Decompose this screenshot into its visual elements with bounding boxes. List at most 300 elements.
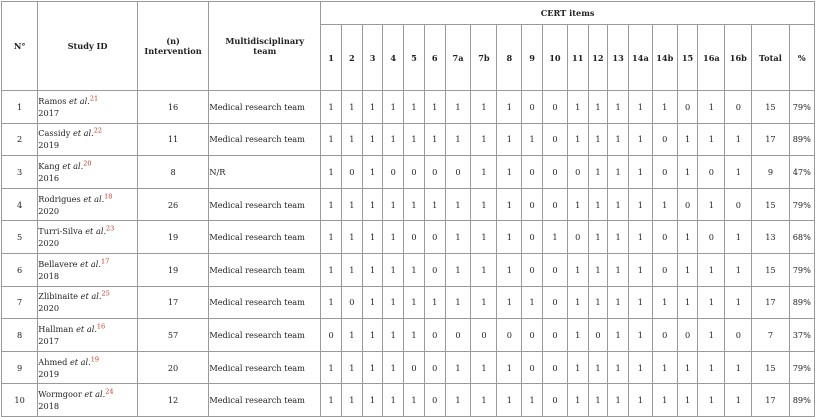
item-score: 1 <box>383 253 404 286</box>
item-score: 1 <box>383 384 404 417</box>
study-ref: 20 <box>83 159 92 168</box>
study-author: Cassidy <box>38 128 71 139</box>
item-score: 1 <box>608 384 629 417</box>
item-score: 1 <box>424 91 445 124</box>
item-score: 1 <box>471 91 497 124</box>
header-item: 1 <box>321 25 342 91</box>
header-item: 10 <box>542 25 567 91</box>
item-score: 1 <box>383 319 404 352</box>
table-row <box>2 253 815 286</box>
study-ref: 19 <box>90 354 100 363</box>
item-score: 1 <box>341 91 362 124</box>
study-etal: et al. <box>72 128 94 139</box>
header-item: 7a <box>445 25 471 91</box>
percent-cell: 37% <box>789 319 814 352</box>
item-score: 1 <box>698 351 725 384</box>
item-score: 1 <box>341 123 362 156</box>
item-score: 1 <box>383 188 404 221</box>
study-author: Bellavere <box>38 258 78 269</box>
item-score: 0 <box>445 156 471 189</box>
item-score: 0 <box>542 384 567 417</box>
item-score: 1 <box>567 319 588 352</box>
item-score: 1 <box>383 351 404 384</box>
study-etal: et al. <box>76 323 97 334</box>
study-id <box>38 91 138 124</box>
team-cell: Medical research team <box>209 221 321 254</box>
item-score: 1 <box>424 123 445 156</box>
percent-cell: 89% <box>789 384 814 417</box>
item-score: 0 <box>652 156 677 189</box>
item-score: 1 <box>567 384 588 417</box>
item-score: 0 <box>424 156 445 189</box>
item-score: 0 <box>404 156 425 189</box>
header-item: 14b <box>652 25 677 91</box>
item-score: 0 <box>542 156 567 189</box>
item-score: 1 <box>652 286 677 319</box>
total-cell: 7 <box>752 319 789 352</box>
item-score: 1 <box>404 188 425 221</box>
total-cell: 9 <box>752 156 789 189</box>
item-score: 0 <box>588 319 608 352</box>
item-score: 1 <box>522 286 543 319</box>
item-score: 0 <box>497 319 522 352</box>
study-year: 2017 <box>38 335 60 346</box>
study-id <box>38 221 138 254</box>
item-score: 1 <box>445 188 471 221</box>
study-year: 2019 <box>38 368 60 379</box>
study-id <box>38 286 138 319</box>
item-score: 1 <box>698 384 725 417</box>
item-score: 1 <box>471 221 497 254</box>
team-cell: Medical research team <box>209 91 321 124</box>
item-score: 1 <box>698 319 725 352</box>
item-score: 1 <box>608 319 629 352</box>
row-number: 3 <box>2 156 38 189</box>
row-number: 9 <box>2 351 38 384</box>
study-etal: et al. <box>62 160 84 171</box>
total-cell: 15 <box>752 91 789 124</box>
table-row <box>2 156 815 189</box>
item-score: 1 <box>725 286 752 319</box>
row-number: 10 <box>2 384 38 417</box>
item-score: 1 <box>383 123 404 156</box>
item-score: 1 <box>404 91 425 124</box>
study-id <box>38 384 138 417</box>
item-score: 1 <box>383 286 404 319</box>
item-score: 1 <box>608 188 629 221</box>
item-score: 1 <box>362 91 383 124</box>
item-score: 0 <box>698 221 725 254</box>
item-score: 1 <box>497 286 522 319</box>
item-score: 1 <box>497 188 522 221</box>
intervention-count: 57 <box>137 319 209 352</box>
study-author: Ramos <box>38 95 67 106</box>
item-score: 1 <box>321 221 342 254</box>
item-score: 1 <box>404 319 425 352</box>
item-score: 1 <box>628 188 652 221</box>
row-number: 1 <box>2 91 38 124</box>
item-score: 0 <box>471 319 497 352</box>
item-score: 1 <box>652 351 677 384</box>
item-score: 1 <box>341 319 362 352</box>
table-row <box>2 91 815 124</box>
row-number: 7 <box>2 286 38 319</box>
item-score: 1 <box>677 286 698 319</box>
item-score: 1 <box>497 351 522 384</box>
item-score: 0 <box>522 91 543 124</box>
item-score: 1 <box>362 384 383 417</box>
item-score: 1 <box>628 253 652 286</box>
item-score: 1 <box>567 286 588 319</box>
intervention-count: 19 <box>137 221 209 254</box>
item-score: 0 <box>542 188 567 221</box>
header-no: N° <box>2 2 38 91</box>
study-year: 2020 <box>38 238 60 249</box>
item-score: 1 <box>628 221 652 254</box>
item-score: 0 <box>522 221 543 254</box>
table-row <box>2 351 815 384</box>
item-score: 1 <box>497 156 522 189</box>
study-id <box>38 156 138 189</box>
item-score: 0 <box>404 351 425 384</box>
item-score: 0 <box>542 351 567 384</box>
percent-cell: 79% <box>789 253 814 286</box>
item-score: 1 <box>588 91 608 124</box>
row-number: 5 <box>2 221 38 254</box>
item-score: 0 <box>424 384 445 417</box>
header-item: 13 <box>608 25 629 91</box>
study-id <box>38 188 138 221</box>
study-year: 2020 <box>38 205 60 216</box>
item-score: 1 <box>471 384 497 417</box>
item-score: 1 <box>471 188 497 221</box>
item-score: 0 <box>652 253 677 286</box>
intervention-count: 17 <box>137 286 209 319</box>
item-score: 1 <box>628 351 652 384</box>
item-score: 0 <box>522 351 543 384</box>
item-score: 1 <box>471 286 497 319</box>
percent-cell: 79% <box>789 351 814 384</box>
item-score: 0 <box>677 91 698 124</box>
study-etal: et al. <box>69 356 91 367</box>
header-study-id: Study ID <box>38 2 138 91</box>
team-cell: Medical research team <box>209 188 321 221</box>
item-score: 1 <box>497 384 522 417</box>
item-score: 1 <box>404 123 425 156</box>
item-score: 1 <box>321 91 342 124</box>
study-etal: et al. <box>80 258 101 269</box>
intervention-count: 19 <box>137 253 209 286</box>
item-score: 1 <box>445 286 471 319</box>
item-score: 0 <box>677 188 698 221</box>
item-score: 1 <box>677 221 698 254</box>
item-score: 1 <box>725 123 752 156</box>
study-author: Rodrigues <box>38 193 81 204</box>
study-ref: 25 <box>101 289 110 298</box>
row-number: 2 <box>2 123 38 156</box>
item-score: 1 <box>652 384 677 417</box>
item-score: 1 <box>588 384 608 417</box>
item-score: 1 <box>424 188 445 221</box>
item-score: 1 <box>362 351 383 384</box>
item-score: 1 <box>321 156 342 189</box>
item-score: 1 <box>608 91 629 124</box>
study-author: Hallman <box>38 323 74 334</box>
item-score: 1 <box>445 123 471 156</box>
item-score: 0 <box>698 156 725 189</box>
item-score: 1 <box>522 384 543 417</box>
study-id <box>38 253 138 286</box>
study-author: Ahmed <box>38 356 68 367</box>
item-score: 0 <box>424 319 445 352</box>
study-ref: 18 <box>104 191 113 200</box>
total-cell: 17 <box>752 286 789 319</box>
item-score: 0 <box>725 319 752 352</box>
item-score: 0 <box>424 351 445 384</box>
team-cell: Medical research team <box>209 253 321 286</box>
percent-cell: 89% <box>789 123 814 156</box>
item-score: 1 <box>542 221 567 254</box>
item-score: 0 <box>725 91 752 124</box>
header-percent: % <box>789 25 814 91</box>
item-score: 1 <box>725 156 752 189</box>
item-score: 1 <box>362 123 383 156</box>
item-score: 1 <box>652 188 677 221</box>
item-score: 1 <box>362 156 383 189</box>
study-ref: 17 <box>100 257 110 266</box>
header-item: 14a <box>628 25 652 91</box>
study-etal: et al. <box>69 95 90 106</box>
item-score: 0 <box>321 319 342 352</box>
percent-cell: 89% <box>789 286 814 319</box>
study-year: 2019 <box>38 140 60 151</box>
header-item: 6 <box>424 25 445 91</box>
item-score: 1 <box>588 286 608 319</box>
intervention-count: 12 <box>137 384 209 417</box>
study-id <box>38 351 138 384</box>
intervention-count: 11 <box>137 123 209 156</box>
percent-cell: 79% <box>789 91 814 124</box>
item-score: 1 <box>698 286 725 319</box>
item-score: 1 <box>588 253 608 286</box>
header-intervention: (n) Intervention <box>137 2 209 91</box>
item-score: 1 <box>608 221 629 254</box>
item-score: 1 <box>321 286 342 319</box>
table-row <box>2 221 815 254</box>
item-score: 1 <box>628 319 652 352</box>
item-score: 1 <box>725 253 752 286</box>
item-score: 1 <box>567 123 588 156</box>
item-score: 1 <box>383 221 404 254</box>
table-row <box>2 188 815 221</box>
study-etal: et al. <box>83 193 105 204</box>
study-year: 2016 <box>38 172 60 183</box>
item-score: 1 <box>698 188 725 221</box>
total-cell: 17 <box>752 384 789 417</box>
study-etal: et al. <box>84 389 106 400</box>
item-score: 1 <box>445 384 471 417</box>
row-number: 4 <box>2 188 38 221</box>
study-ref: 23 <box>106 224 115 233</box>
item-score: 0 <box>542 253 567 286</box>
item-score: 1 <box>725 384 752 417</box>
item-score: 1 <box>698 91 725 124</box>
item-score: 1 <box>608 123 629 156</box>
item-score: 0 <box>522 188 543 221</box>
item-score: 1 <box>471 351 497 384</box>
intervention-count: 26 <box>137 188 209 221</box>
intervention-count: 8 <box>137 156 209 189</box>
item-score: 1 <box>362 319 383 352</box>
item-score: 1 <box>608 351 629 384</box>
item-score: 1 <box>698 253 725 286</box>
team-cell: Medical research team <box>209 286 321 319</box>
cert-items-table <box>1 1 815 417</box>
item-score: 0 <box>652 221 677 254</box>
header-item: 7b <box>471 25 497 91</box>
item-score: 1 <box>677 384 698 417</box>
item-score: 0 <box>522 319 543 352</box>
item-score: 1 <box>628 286 652 319</box>
total-cell: 15 <box>752 351 789 384</box>
item-score: 1 <box>698 123 725 156</box>
study-id <box>38 123 138 156</box>
study-ref: 22 <box>93 126 103 135</box>
team-cell: Medical research team <box>209 123 321 156</box>
item-score: 1 <box>341 384 362 417</box>
item-score: 1 <box>341 221 362 254</box>
study-etal: et al. <box>85 226 107 237</box>
item-score: 1 <box>588 156 608 189</box>
percent-cell: 79% <box>789 188 814 221</box>
study-id <box>38 319 138 352</box>
item-score: 1 <box>497 123 522 156</box>
item-score: 0 <box>341 156 362 189</box>
item-score: 1 <box>362 253 383 286</box>
item-score: 0 <box>652 123 677 156</box>
item-score: 1 <box>652 91 677 124</box>
item-score: 1 <box>567 351 588 384</box>
study-author: Kang <box>38 160 60 171</box>
row-number: 8 <box>2 319 38 352</box>
item-score: 1 <box>404 253 425 286</box>
header-item: 16b <box>725 25 752 91</box>
item-score: 1 <box>321 384 342 417</box>
item-score: 1 <box>445 253 471 286</box>
item-score: 1 <box>628 156 652 189</box>
item-score: 0 <box>522 253 543 286</box>
total-cell: 15 <box>752 253 789 286</box>
item-score: 1 <box>522 123 543 156</box>
team-cell: N/R <box>209 156 321 189</box>
item-score: 1 <box>362 221 383 254</box>
study-year: 2020 <box>38 303 60 314</box>
study-ref: 24 <box>105 387 114 396</box>
item-score: 0 <box>542 319 567 352</box>
item-score: 0 <box>677 319 698 352</box>
table-row <box>2 384 815 417</box>
item-score: 1 <box>725 221 752 254</box>
item-score: 1 <box>424 286 445 319</box>
total-cell: 13 <box>752 221 789 254</box>
header-item: 4 <box>383 25 404 91</box>
item-score: 1 <box>321 351 342 384</box>
item-score: 0 <box>424 221 445 254</box>
item-score: 0 <box>383 156 404 189</box>
study-year: 2018 <box>38 401 60 412</box>
item-score: 0 <box>567 221 588 254</box>
item-score: 0 <box>542 286 567 319</box>
item-score: 1 <box>362 286 383 319</box>
item-score: 0 <box>522 156 543 189</box>
item-score: 0 <box>652 319 677 352</box>
item-score: 0 <box>567 156 588 189</box>
study-year: 2017 <box>38 107 60 118</box>
item-score: 1 <box>608 253 629 286</box>
item-score: 1 <box>588 188 608 221</box>
header-item: 9 <box>522 25 543 91</box>
item-score: 1 <box>471 253 497 286</box>
item-score: 0 <box>542 123 567 156</box>
item-score: 1 <box>588 221 608 254</box>
table-row <box>2 123 815 156</box>
item-score: 1 <box>383 91 404 124</box>
item-score: 1 <box>445 91 471 124</box>
item-score: 0 <box>341 286 362 319</box>
study-ref: 21 <box>89 94 99 103</box>
item-score: 1 <box>341 351 362 384</box>
study-author: Turri-Silva <box>38 226 83 237</box>
item-score: 0 <box>404 221 425 254</box>
header-total: Total <box>752 25 789 91</box>
header-cert-items: CERT items <box>321 2 815 25</box>
item-score: 1 <box>497 253 522 286</box>
item-score: 1 <box>628 91 652 124</box>
header-item: 11 <box>567 25 588 91</box>
item-score: 1 <box>567 188 588 221</box>
item-score: 1 <box>677 253 698 286</box>
header-item: 15 <box>677 25 698 91</box>
team-cell: Medical research team <box>209 319 321 352</box>
item-score: 1 <box>471 156 497 189</box>
item-score: 1 <box>588 351 608 384</box>
study-author: Wormgoor <box>38 389 82 400</box>
item-score: 1 <box>628 123 652 156</box>
study-author: Zlibinaite <box>38 291 78 302</box>
item-score: 1 <box>471 123 497 156</box>
percent-cell: 47% <box>789 156 814 189</box>
intervention-count: 20 <box>137 351 209 384</box>
item-score: 0 <box>725 188 752 221</box>
header-item: 5 <box>404 25 425 91</box>
total-cell: 17 <box>752 123 789 156</box>
header-item: 12 <box>588 25 608 91</box>
item-score: 1 <box>677 351 698 384</box>
item-score: 1 <box>608 286 629 319</box>
table-row <box>2 319 815 352</box>
header-item: 2 <box>341 25 362 91</box>
header-item: 8 <box>497 25 522 91</box>
header-team: Multidisciplinary team <box>209 2 321 91</box>
percent-cell: 68% <box>789 221 814 254</box>
item-score: 1 <box>497 221 522 254</box>
item-score: 0 <box>542 91 567 124</box>
total-cell: 15 <box>752 188 789 221</box>
item-score: 1 <box>628 384 652 417</box>
item-score: 1 <box>362 188 383 221</box>
item-score: 1 <box>677 123 698 156</box>
study-ref: 16 <box>96 322 106 331</box>
